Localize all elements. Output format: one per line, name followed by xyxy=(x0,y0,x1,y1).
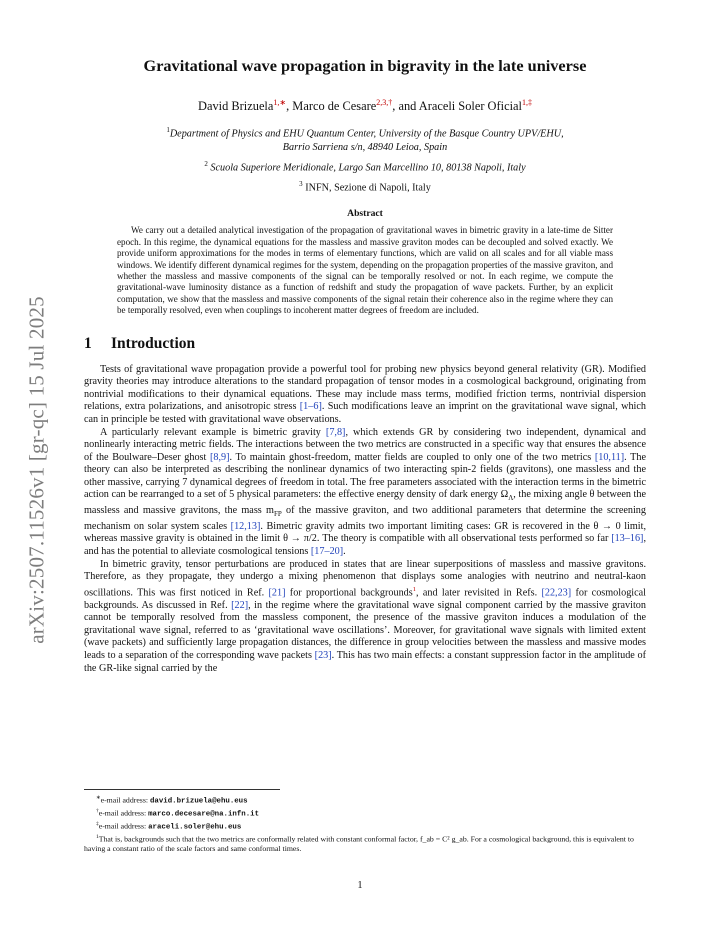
citation-link[interactable]: [12,13] xyxy=(230,520,261,532)
author-separator: , xyxy=(286,99,293,114)
citation-link[interactable]: [8,9] xyxy=(209,451,230,463)
citation-link[interactable]: [22] xyxy=(231,599,249,611)
affiliation-mark: 1 xyxy=(166,126,170,135)
citation-link[interactable]: [22,23] xyxy=(541,587,572,599)
paper-title: Gravitational wave propagation in bigravity in the late universe xyxy=(143,56,587,75)
text-run: . Such modifications leave an imprint on the gravitational wave signal, which can in principle be tested with gravitational wave observations. xyxy=(84,401,646,425)
math-subscript: FP xyxy=(273,510,282,519)
text-run: , in the regime where the gravitational wave signal component carried by the massive graviton cannot be temporally resolved from the massless component, the presence of the massive graviton induces a modulation of the gravitational wave signal, referred to as ‘gravitational wave oscillations’. Moreover, for gravitational wave signals with limited extent (wave packets) and sufficiently large propagation distances, the difference in group velocities between the massless and massive modes leads to a separation of the corresponding wave packets xyxy=(84,599,646,662)
section-title: Introduction xyxy=(111,334,196,352)
affiliation-line xyxy=(84,158,646,174)
author-affiliation-mark[interactable]: 2,3,† xyxy=(376,98,393,107)
text-run: for proportional backgrounds xyxy=(285,587,413,599)
email-address[interactable]: marco.decesare@na.infn.it xyxy=(148,810,260,819)
section-number: 1 xyxy=(84,334,92,352)
email-address[interactable]: david.brizuela@ehu.eus xyxy=(149,797,248,806)
citation-link[interactable]: [13–16] xyxy=(611,533,644,545)
author-name: David Brizuela xyxy=(198,99,274,114)
footnote-mark: 1 xyxy=(96,834,99,840)
abstract-text: We carry out a detailed analytical investigation of the propagation of gravitational waves in bimetric gravity in a late-time de Sitter epoch. In this regime, the dynamical equations for the massless and massive graviton modes can be decoupled and solved exactly. We provide uniform approximations for the modes in terms of elementary functions, which are valid on all scales and for all viable mass windows. We identify different dynamical regimes for the system, depending on the propagation properties of the massive graviton, and whether the massless and massive components of the signal can be temporally resolved or not. In each regime, we compute the gravitational-wave luminosity distance as a function of redshift and study the propagation of wave packets. Further, by an explicit computation, we show that the massless and massive components of the signal retain their coherence also in the regime where they can be temporally resolved, even when couplings to incoherent matter degrees of freedom are included. xyxy=(117,225,613,316)
text-run: In bimetric gravity, tensor perturbations are produced in states that are linear superpositions of massless and massive gravitons. Therefore, as they propagate, they undergo a mixing phenomenon that displays some analogies with neutrino and neutral-kaon oscillations. This was first noticed in Ref. xyxy=(84,558,646,599)
section-heading xyxy=(84,335,646,353)
footnote-text xyxy=(84,833,646,853)
affiliation-line xyxy=(84,178,646,194)
footnote-label: e-mail address: xyxy=(98,808,149,818)
footnote-mark: ∗ xyxy=(96,795,101,801)
text-run: A particularly relevant example is bimetric gravity xyxy=(100,426,326,438)
citation-link[interactable]: [1–6] xyxy=(299,401,322,413)
footnote-label: e-mail address: xyxy=(98,821,149,831)
text-run: Tests of gravitational wave propagation provide a powerful tool for probing new physics beyond general relativity (GR). Modified gravity theories may introduce alterations to the standard propagation of tensor modes in a cosmological background, originating from nontrivial modifications to their dynamical equations. These may include mass terms, modified friction terms, nontrivial dispersion relations, extra polarizations, and anisotropic stress xyxy=(84,363,646,413)
affiliation-line xyxy=(84,124,646,153)
text-run: , and later revisited in Refs. xyxy=(415,587,542,599)
abstract-heading: Abstract xyxy=(347,208,383,220)
footnote-email xyxy=(84,794,646,807)
text-run: . xyxy=(343,545,346,557)
arxiv-identifier-text: arXiv:2507.11526v1 [gr-qc] 15 Jul 2025 xyxy=(24,296,49,644)
page-number: 1 xyxy=(357,880,363,891)
text-run: for cosmological backgrounds. As discussed in Ref. xyxy=(84,587,646,611)
footnote-rule xyxy=(84,789,280,790)
citation-link[interactable]: [17–20] xyxy=(310,545,344,557)
author-name: Araceli Soler Oficial xyxy=(418,99,522,114)
email-address[interactable]: araceli.soler@ehu.eus xyxy=(148,823,242,832)
text-run: , and has the potential to alleviate cosmological tensions xyxy=(84,533,646,557)
affiliation-text: Scuola Superiore Meridionale, Largo San Marcellino 10, 80138 Napoli, Italy xyxy=(207,161,526,173)
affiliation-text: INFN, Sezione di Napoli, Italy xyxy=(302,182,431,194)
footnote-mark: † xyxy=(96,808,99,814)
affiliation-mark: 3 xyxy=(299,179,303,188)
text-run: . To maintain ghost-freedom, matter fields are coupled to only one of the two metrics xyxy=(229,451,595,463)
body-paragraph xyxy=(84,559,646,676)
math-subscript: Λ xyxy=(508,494,514,503)
footnote-marker[interactable]: 1 xyxy=(412,585,416,593)
text-run: . Bimetric gravity admits two important limiting cases: GR is recovered in the θ → 0 limit, whereas massive gravity is obtained in the limit θ → π/2. The theory is compatible with all observational tests performed so far xyxy=(84,520,646,545)
author-affiliation-mark[interactable]: 1,‡ xyxy=(521,98,532,107)
citation-link[interactable]: [23] xyxy=(314,650,332,662)
footnote-email xyxy=(84,820,646,833)
body-paragraph xyxy=(84,427,646,559)
footnote-email xyxy=(84,807,646,820)
author-separator: , and xyxy=(392,99,419,114)
footnote-label: e-mail address: xyxy=(100,795,150,805)
footnote-body: That is, backgrounds such that the two metrics are conformally related with constant conformal factor, f_ab = C² g_ab. For a cosmological background, this is equivalent to having a constant ratio of the scale factors and same conformal times. xyxy=(84,834,634,853)
text-run: , the mixing angle θ between the massless and massive gravitons, the mass m xyxy=(84,489,646,517)
author-affiliation-mark[interactable]: 1,∗ xyxy=(273,98,287,107)
text-run: . The theory can also be interpreted as describing the nonlinear dynamics of two interacting spin-2 fields (gravitons), one massless and the other massive, carrying 7 dynamical degrees of freedom in total. The free parameters associated with the interaction terms in the bimetric action can be rearranged to a set of 5 physical parameters: the effective energy density of dark energy Ω xyxy=(84,451,647,501)
affiliation-text: Department of Physics and EHU Quantum Center, University of the Basque Country UPV/EHU, xyxy=(169,128,564,140)
affiliation-text: Barrio Sarriena s/n, 48940 Leioa, Spain xyxy=(282,141,448,153)
text-run: , which extends GR by considering two independent, dynamical and nonlinearly interacting metric fields. The interactions between the two metrics are constructed in a specific way that ensures the absence of the Boulware–Deser ghost xyxy=(84,426,646,463)
text-run: . This has two main effects: a constant suppression factor in the amplitude of the GR-like signal carried by the xyxy=(84,650,646,674)
citation-link[interactable]: [10,11] xyxy=(594,451,625,463)
citation-link[interactable]: [7,8] xyxy=(325,426,346,438)
footnotes xyxy=(84,789,646,853)
author-list xyxy=(84,98,646,114)
body-paragraph xyxy=(84,364,646,427)
text-run: of the massive graviton, and two additional parameters that determine the screening mechanism on solar system scales xyxy=(84,505,646,532)
paper-content xyxy=(84,56,646,675)
affiliation-mark: 2 xyxy=(204,159,208,168)
footnote-mark: ‡ xyxy=(96,821,99,827)
citation-link[interactable]: [21] xyxy=(268,587,286,599)
arxiv-identifier-stamp xyxy=(17,270,57,670)
author-name: Marco de Cesare xyxy=(292,99,377,114)
